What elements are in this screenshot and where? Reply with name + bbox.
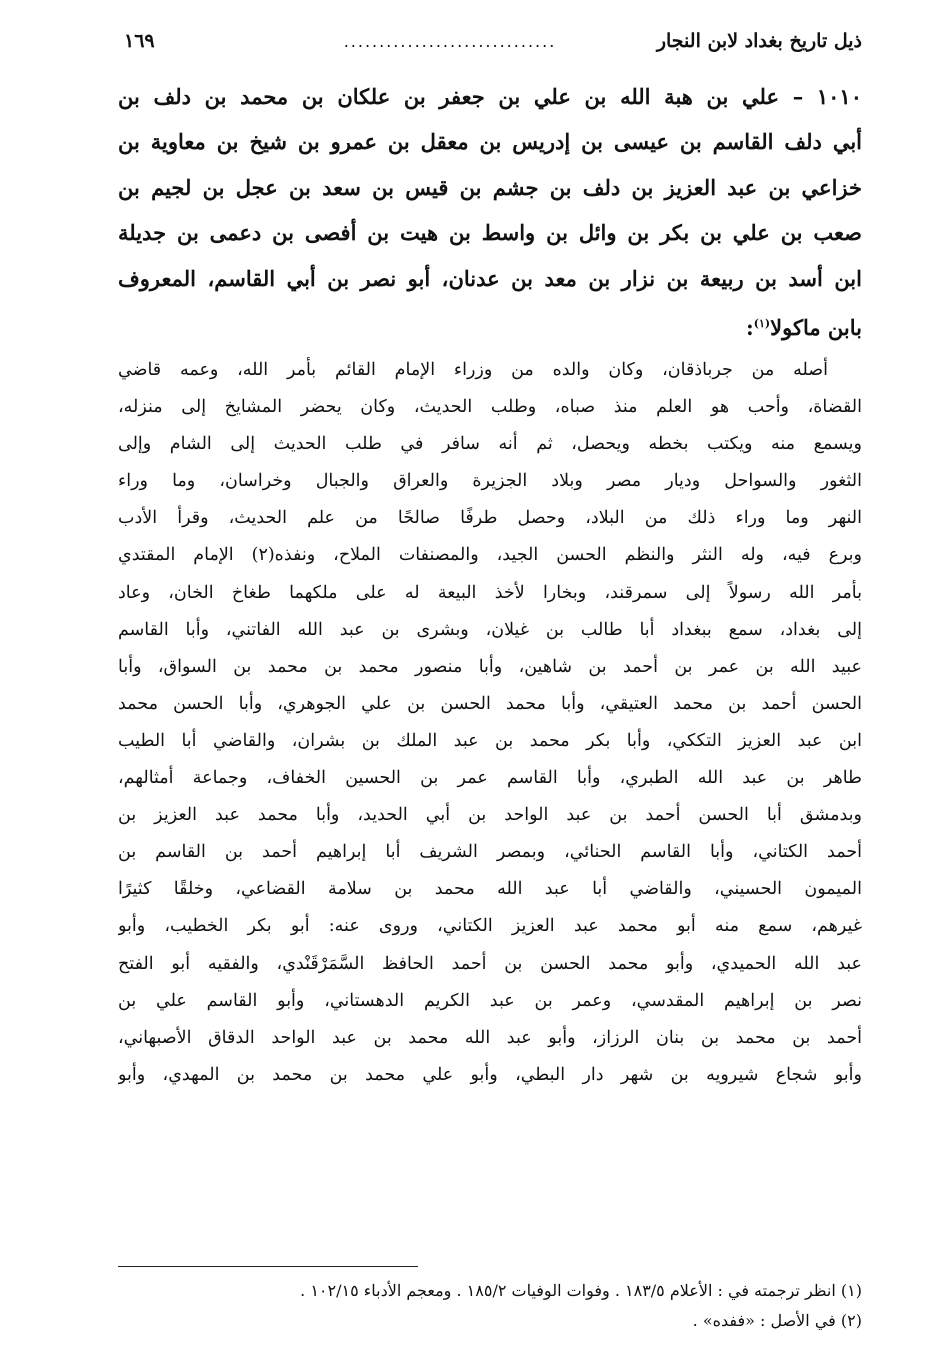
leader-dots: .............................. — [343, 32, 557, 51]
body-line: طاهر بن عبد الله الطبري، وأبا القاسم عمر بن الحسين الخفاف، وجماعة أمثالهم، — [118, 768, 862, 789]
heading-tail-text: بابن ماكولا — [770, 315, 862, 341]
running-header — [118, 30, 862, 62]
footnote-separator — [118, 1266, 418, 1267]
body-line: القضاة، وأحب هو العلم منذ صباه، وطلب الحديث، وكان يحضر المشايخ إلى منزله، — [118, 397, 862, 418]
running-title: ذيل تاريخ بغداد لابن النجار — [656, 30, 862, 52]
heading-colon: : — [746, 315, 754, 341]
body-line: الثغور والسواحل وديار مصر وبلاد الجزيرة والعراق والجبال وخراسان، وما وراء — [118, 471, 862, 492]
heading-line-last — [118, 301, 862, 350]
body-line: غيرهم، سمع منه أبو محمد عبد العزيز الكتاني، وروى عنه: أبو بكر الخطيب، وأبو — [118, 916, 862, 937]
heading-line: ابن أسد بن ربيعة بن نزار بن معد بن عدنان، أبو نصر بن أبي القاسم، المعروف — [118, 265, 862, 291]
body-line: وأبو شجاع شيرويه بن شهر دار البطي، وأبو علي محمد بن محمد بن المهدي، وأبو — [118, 1064, 862, 1085]
body-line: وبرع فيه، وله النثر والنظم الحسن الجيد، والمصنفات الملاح، ونفذه(٢) الإمام المقتدي — [118, 545, 862, 566]
body-line: عبد الله الحميدي، وأبو محمد الحسن بن أحمد الحافظ السَّمَرْقَنْدي، والفقيه أبو الفتح — [118, 953, 862, 974]
book-page — [118, 22, 862, 1352]
body-line: الحسن أحمد بن محمد العتيقي، وأبا محمد الحسن بن علي الجوهري، وأبا الحسن محمد — [118, 693, 862, 714]
body-line: عبيد الله بن عمر بن أحمد بن شاهين، وأبا منصور محمد بن محمد بن السواق، وأبا — [118, 656, 862, 677]
heading-line: أبي دلف القاسم بن عيسى بن إدريس بن معقل بن عمرو بن شيخ بن معاوية بن — [118, 129, 862, 155]
entry-heading — [118, 74, 862, 350]
body-line: أحمد بن محمد بن بنان الرزاز، وأبو عبد الله محمد بن عبد الواحد الدقاق الأصبهاني، — [118, 1027, 862, 1048]
body-line: الميمون الحسيني، والقاضي أبا عبد الله محمد بن سلامة القضاعي، وخلقًا كثيرًا — [118, 879, 862, 900]
body-line: النهر وما وراء ذلك من البلاد، وحصل طرفًا صالحًا من علم الحديث، وقرأ الأدب — [118, 508, 862, 529]
body-line: وبدمشق أبا الحسن أحمد بن عبد الواحد بن أبي الحديد، وأبا محمد عبد العزيز بن — [118, 805, 862, 826]
body-line: إلى بغداد، سمع ببغداد أبا طالب بن غيلان، وبشرى بن عبد الله الفاتني، وأبا القاسم — [118, 619, 862, 640]
heading-line: صعب بن علي بن بكر بن وائل بن واسط بن هيت بن أفصى بن دعمى بن جديلة — [118, 220, 862, 246]
body-line: أحمد الكتاني، وأبا القاسم الحنائي، وبمصر الشريف أبا إبراهيم أحمد بن القاسم بن — [118, 842, 862, 863]
body-line: أصله من جرباذقان، وكان والده من وزراء الإمام القائم بأمر الله، وعمه قاضي — [118, 360, 828, 380]
footnotes — [118, 1276, 862, 1336]
footnote-2: (٢) في الأصل : «ففده» . — [692, 1311, 862, 1330]
footnote-ref-1: (١) — [753, 317, 771, 331]
footnote-1: (١) انظر ترجمته في : الأعلام ١٨٣/٥ . وفوات الوفيات ١٨٥/٢ . ومعجم الأدباء ١٠٢/١٥ . — [300, 1281, 862, 1300]
biography-text — [118, 352, 862, 1094]
body-line: ابن عبد العزيز التككي، وأبا بكر محمد بن عبد الملك بن بشران، والقاضي أبا الطيب — [118, 730, 862, 751]
body-line: بأمر الله رسولاً إلى سمرقند، وبخارا لأخذ البيعة له على ملكهما طغاخ الخان، وعاد — [118, 582, 862, 603]
heading-line: خزاعي بن عبد العزيز بن دلف بن جشم بن قيس بن سعد بن عجل بن لجيم بن — [118, 174, 862, 200]
heading-line: ١٠١٠ – علي بن هبة الله بن علي بن جعفر بن علكان بن محمد بن دلف بن — [118, 84, 862, 109]
body-line: ويسمع منه ويكتب بخطه ويحصل، ثم أنه سافر في طلب الحديث إلى الشام وإلى — [118, 434, 862, 455]
page-number: ١٦٩ — [124, 30, 155, 52]
body-line: نصر بن إبراهيم المقدسي، وعمر بن عبد الكريم الدهستاني، وأبو القاسم علي بن — [118, 990, 862, 1011]
